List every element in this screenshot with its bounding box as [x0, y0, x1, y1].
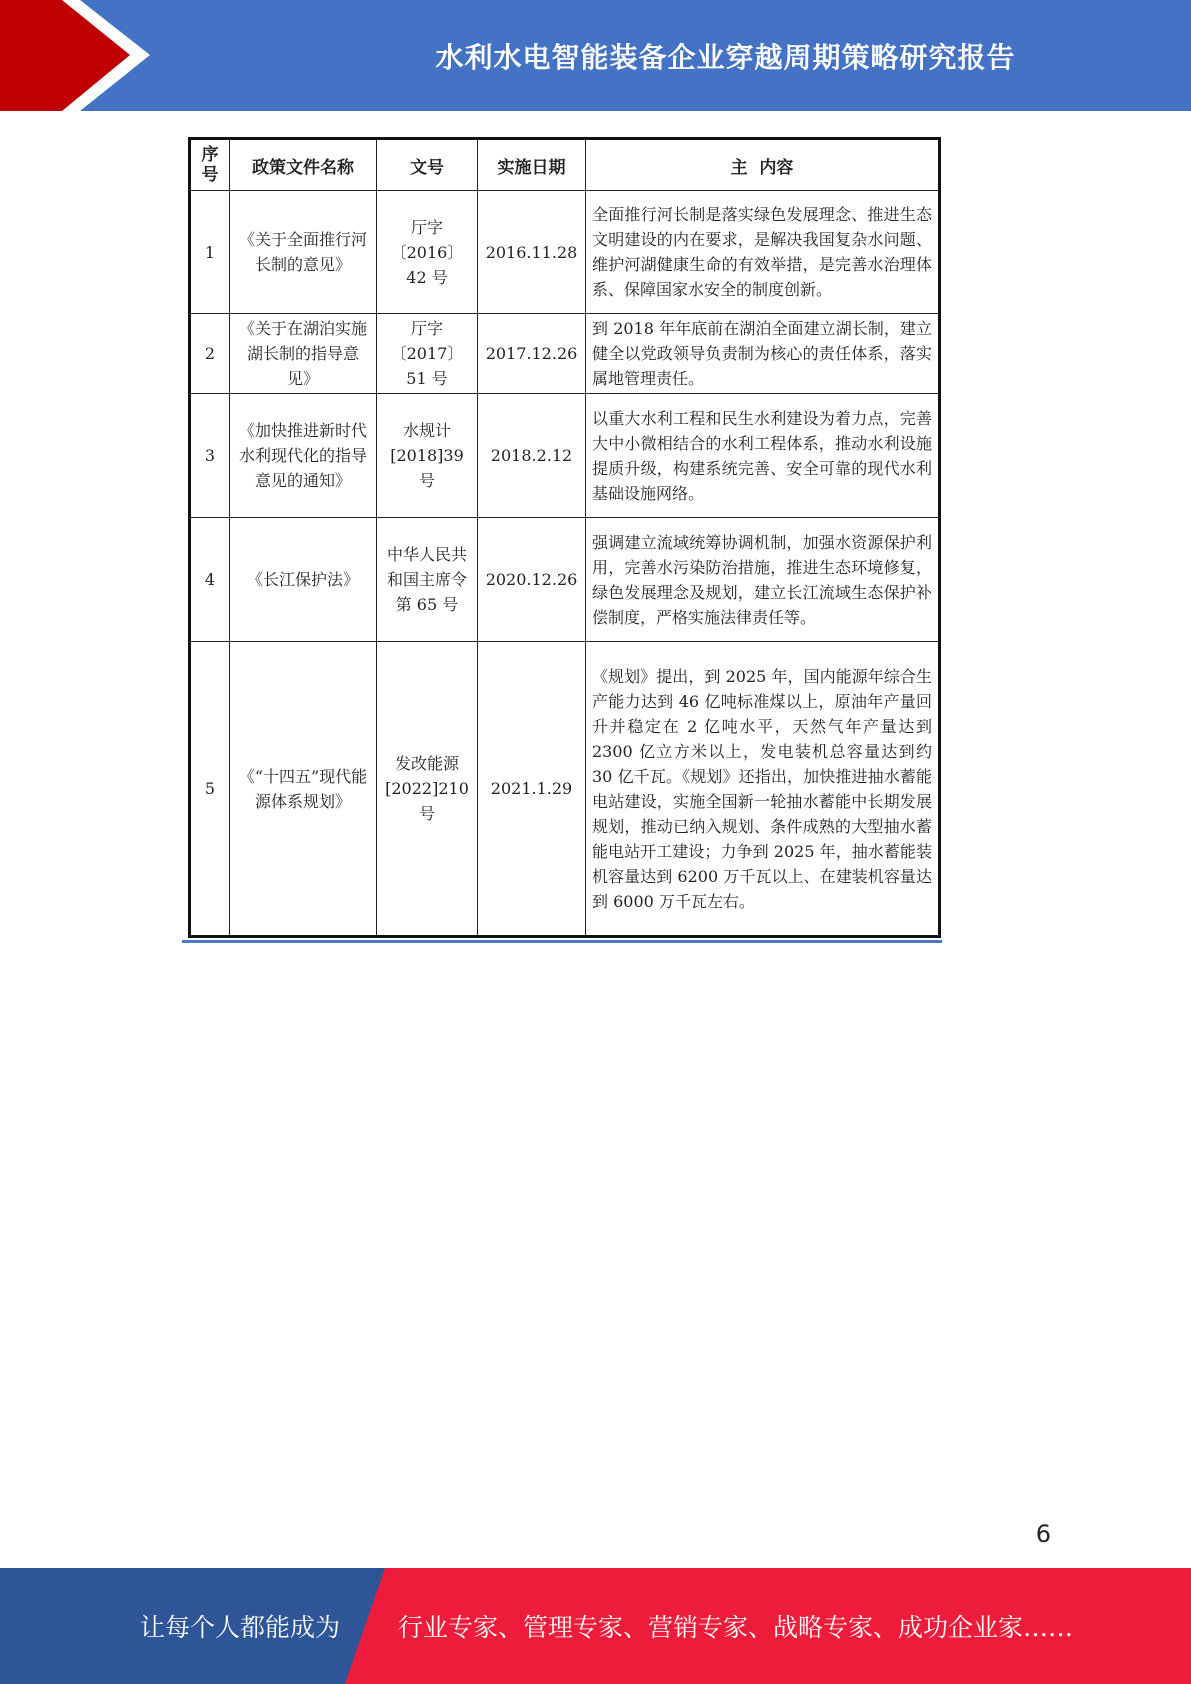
table-header-row — [190, 139, 940, 191]
column-header-content: 主 内容 — [586, 139, 940, 191]
row-number: 2 — [190, 314, 230, 394]
row-number: 1 — [190, 191, 230, 314]
report-title: 水利水电智能装备企业穿越周期策略研究报告 — [435, 40, 1016, 74]
footer-slogan-right: 行业专家、管理专家、营销专家、战略专家、成功企业家…… — [398, 1613, 1074, 1642]
effective-date: 2021.1.29 — [478, 642, 586, 937]
document-number: 厅字〔2017〕51 号 — [377, 314, 478, 394]
table-underline-divider — [182, 940, 942, 943]
table-row — [190, 394, 940, 518]
policy-table — [188, 137, 941, 938]
column-header-name: 政策文件名称 — [230, 139, 377, 191]
table-row — [190, 314, 940, 394]
effective-date: 2017.12.26 — [478, 314, 586, 394]
table-row — [190, 642, 940, 937]
main-content: 全面推行河长制是落实绿色发展理念、推进生态文明建设的内在要求，是解决我国复杂水问题、维护河湖健康生命的有效举措，是完善水治理体系、保障国家水安全的制度创新。 — [586, 191, 940, 314]
policy-name: 《长江保护法》 — [230, 518, 377, 642]
main-content: 强调建立流域统筹协调机制，加强水资源保护利用，完善水污染防治措施，推进生态环境修复，绿色发展理念及规划，建立长江流域生态保护补偿制度，严格实施法律责任等。 — [586, 518, 940, 642]
main-content: 以重大水利工程和民生水利建设为着力点，完善大中小微相结合的水利工程体系，推动水利设施提质升级，构建系统完善、安全可靠的现代水利基础设施网络。 — [586, 394, 940, 518]
main-content: 《规划》提出，到 2025 年，国内能源年综合生产能力达到 46 亿吨标准煤以上，原油年产量回升并稳定在 2 亿吨水平，天然气年产量达到 2300 亿立方米以上，发电装机总容量达到约 30 亿千瓦。《规划》还指出，加快推进抽水蓄能电站建设，实施全国新一轮抽水蓄能中长期发展规划，推动已纳入规划、条件成熟的大型抽水蓄能电站开工建设；力争到 2025 年，抽水蓄能装机容量达到 6200 万千瓦以上、在建装机容量达到 6000 万千瓦左右。 — [586, 642, 940, 937]
row-number: 3 — [190, 394, 230, 518]
effective-date: 2016.11.28 — [478, 191, 586, 314]
effective-date: 2020.12.26 — [478, 518, 586, 642]
policy-name: 《“十四五”现代能源体系规划》 — [230, 642, 377, 937]
table-row — [190, 191, 940, 314]
column-header-date: 实施日期 — [478, 139, 586, 191]
page-number: 6 — [1035, 1520, 1051, 1548]
document-number: 发改能源[2022]210 号 — [377, 642, 478, 937]
effective-date: 2018.2.12 — [478, 394, 586, 518]
row-number: 5 — [190, 642, 230, 937]
footer-slogan-left: 让每个人都能成为 — [140, 1613, 341, 1642]
column-header-doc: 文号 — [377, 139, 478, 191]
policy-name: 《加快推进新时代水利现代化的指导意见的通知》 — [230, 394, 377, 518]
document-number: 厅字〔2016〕42 号 — [377, 191, 478, 314]
column-header-num: 序号 — [190, 139, 230, 191]
row-number: 4 — [190, 518, 230, 642]
table-row — [190, 518, 940, 642]
policy-name: 《关于全面推行河长制的意见》 — [230, 191, 377, 314]
main-content: 到 2018 年年底前在湖泊全面建立湖长制，建立健全以党政领导负责制为核心的责任体系，落实属地管理责任。 — [586, 314, 940, 394]
policy-table-container — [188, 137, 938, 938]
policy-name: 《关于在湖泊实施湖长制的指导意见》 — [230, 314, 377, 394]
footer-banner — [0, 1568, 1191, 1684]
document-number: 中华人民共和国主席令第 65 号 — [377, 518, 478, 642]
header-banner — [0, 0, 1191, 111]
document-number: 水规计[2018]39 号 — [377, 394, 478, 518]
